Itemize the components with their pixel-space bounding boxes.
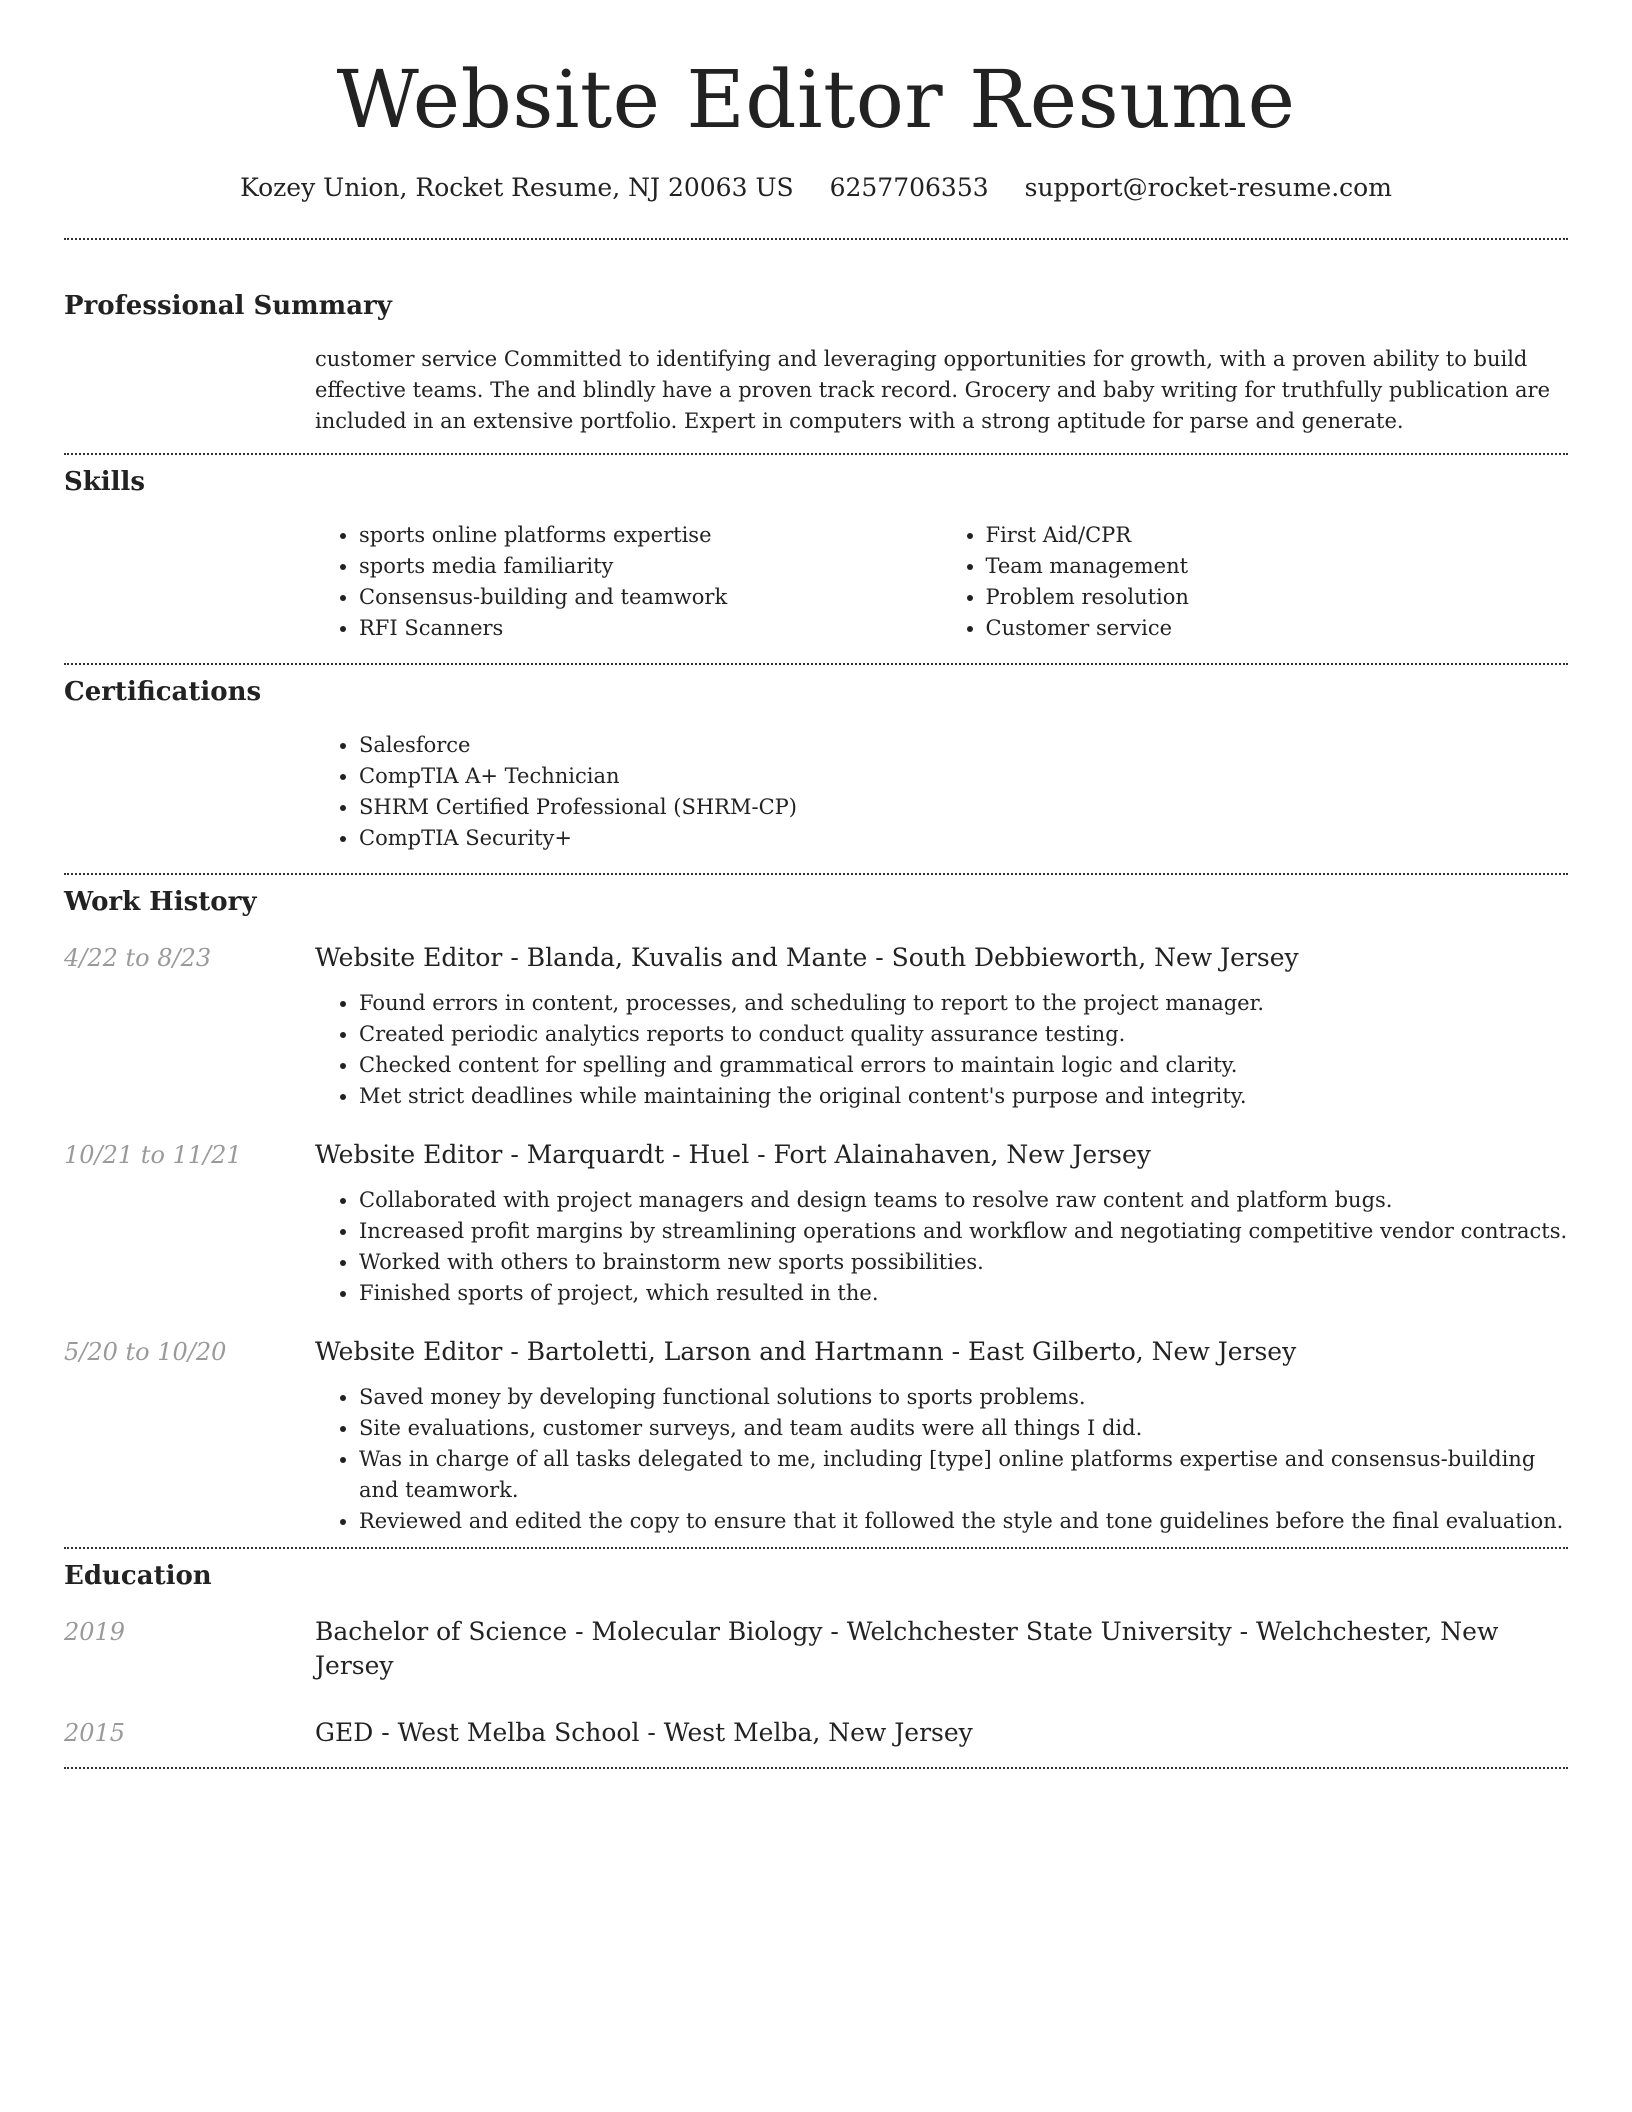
skill-item: • Team management (986, 551, 1569, 582)
skill-item: • RFI Scanners (359, 613, 942, 644)
job-entry (64, 1138, 1568, 1309)
skills-list-right (942, 520, 1569, 644)
job-bullets (315, 988, 1568, 1112)
job-entry (64, 1335, 1568, 1537)
job-bullet: • Created periodic analytics reports to conduct quality assurance testing. (359, 1019, 1568, 1050)
skill-item: • sports media familiarity (359, 551, 942, 582)
skill-item: • First Aid/CPR (986, 520, 1569, 551)
certifications-list (315, 730, 1568, 854)
divider (64, 1767, 1568, 1769)
job-bullet: • Met strict deadlines while maintaining the original content's purpose and integrity. (359, 1081, 1568, 1112)
section-heading-skills: Skills (64, 467, 146, 497)
section-heading-certifications: Certifications (64, 677, 262, 707)
resume-title: Website Editor Resume (336, 53, 1296, 146)
job-dates: 4/22 to 8/23 (64, 944, 212, 972)
skills-section (64, 455, 1568, 644)
certification-item: • SHRM Certified Professional (SHRM-CP) (359, 792, 1568, 823)
job-bullet: • Found errors in content, processes, and scheduling to report to the project manager. (359, 988, 1568, 1019)
skill-item: • Problem resolution (986, 582, 1569, 613)
job-bullet: • Finished sports of project, which resulted in the. (359, 1278, 1568, 1309)
job-bullet: • Was in charge of all tasks delegated to me, including [type] online platforms expertise and consensus-building and teamwork. (359, 1444, 1568, 1506)
job-bullet: • Worked with others to brainstorm new sports possibilities. (359, 1247, 1568, 1278)
education-entry (64, 1615, 1568, 1683)
job-bullet: • Increased profit margins by streamlining operations and workflow and negotiating competitive vendor contracts. (359, 1216, 1568, 1247)
contact-line (64, 170, 1568, 206)
education-degree: GED - West Melba School - West Melba, New Jersey (315, 1718, 973, 1747)
contact-address: Kozey Union, Rocket Resume, NJ 20063 US (240, 173, 794, 202)
job-bullet: • Collaborated with project managers and design teams to resolve raw content and platform bugs. (359, 1185, 1568, 1216)
section-heading-summary: Professional Summary (64, 291, 392, 321)
summary-text: customer service Committed to identifying and leveraging opportunities for growth, with a proven ability to build effective teams. The and blindly have a proven track record. Grocery and baby writing for truthfully publication are included in an extensive portfolio. Expert in computers with a strong aptitude for parse and generate. (315, 347, 1551, 433)
skill-item: • Consensus-building and teamwork (359, 582, 942, 613)
certifications-section (64, 665, 1568, 854)
job-bullets (315, 1185, 1568, 1309)
certification-item: • CompTIA Security+ (359, 823, 1568, 854)
job-bullet: • Checked content for spelling and grammatical errors to maintain logic and clarity. (359, 1050, 1568, 1081)
work-history-section (64, 875, 1568, 1537)
contact-phone: 6257706353 (829, 173, 989, 202)
education-entry (64, 1716, 1568, 1750)
skill-item: • Customer service (986, 613, 1569, 644)
job-bullet: • Reviewed and edited the copy to ensure that it followed the style and tone guidelines before the final evaluation. (359, 1506, 1568, 1537)
job-entry (64, 941, 1568, 1112)
job-dates: 10/21 to 11/21 (64, 1141, 242, 1169)
section-heading-work: Work History (64, 887, 257, 917)
job-title: Website Editor - Marquardt - Huel - Fort Alainahaven, New Jersey (315, 1140, 1151, 1169)
job-bullet: • Saved money by developing functional solutions to sports problems. (359, 1382, 1568, 1413)
education-year: 2015 (64, 1719, 126, 1747)
skill-item: • sports online platforms expertise (359, 520, 942, 551)
job-title: Website Editor - Bartoletti, Larson and Hartmann - East Gilberto, New Jersey (315, 1337, 1297, 1366)
education-degree: Bachelor of Science - Molecular Biology - Welchchester State University - Welchchester, New Jersey (315, 1617, 1499, 1680)
job-dates: 5/20 to 10/20 (64, 1338, 227, 1366)
job-title: Website Editor - Blanda, Kuvalis and Mante - South Debbieworth, New Jersey (315, 943, 1299, 972)
summary-section (64, 240, 1568, 437)
education-year: 2019 (64, 1618, 126, 1646)
certification-item: • Salesforce (359, 730, 1568, 761)
skills-list-left (315, 520, 942, 644)
job-bullet: • Site evaluations, customer surveys, and team audits were all things I did. (359, 1413, 1568, 1444)
certification-item: • CompTIA A+ Technician (359, 761, 1568, 792)
contact-email: support@rocket-resume.com (1024, 173, 1392, 202)
job-bullets (315, 1382, 1568, 1537)
education-section (64, 1549, 1568, 1750)
section-heading-education: Education (64, 1561, 212, 1591)
